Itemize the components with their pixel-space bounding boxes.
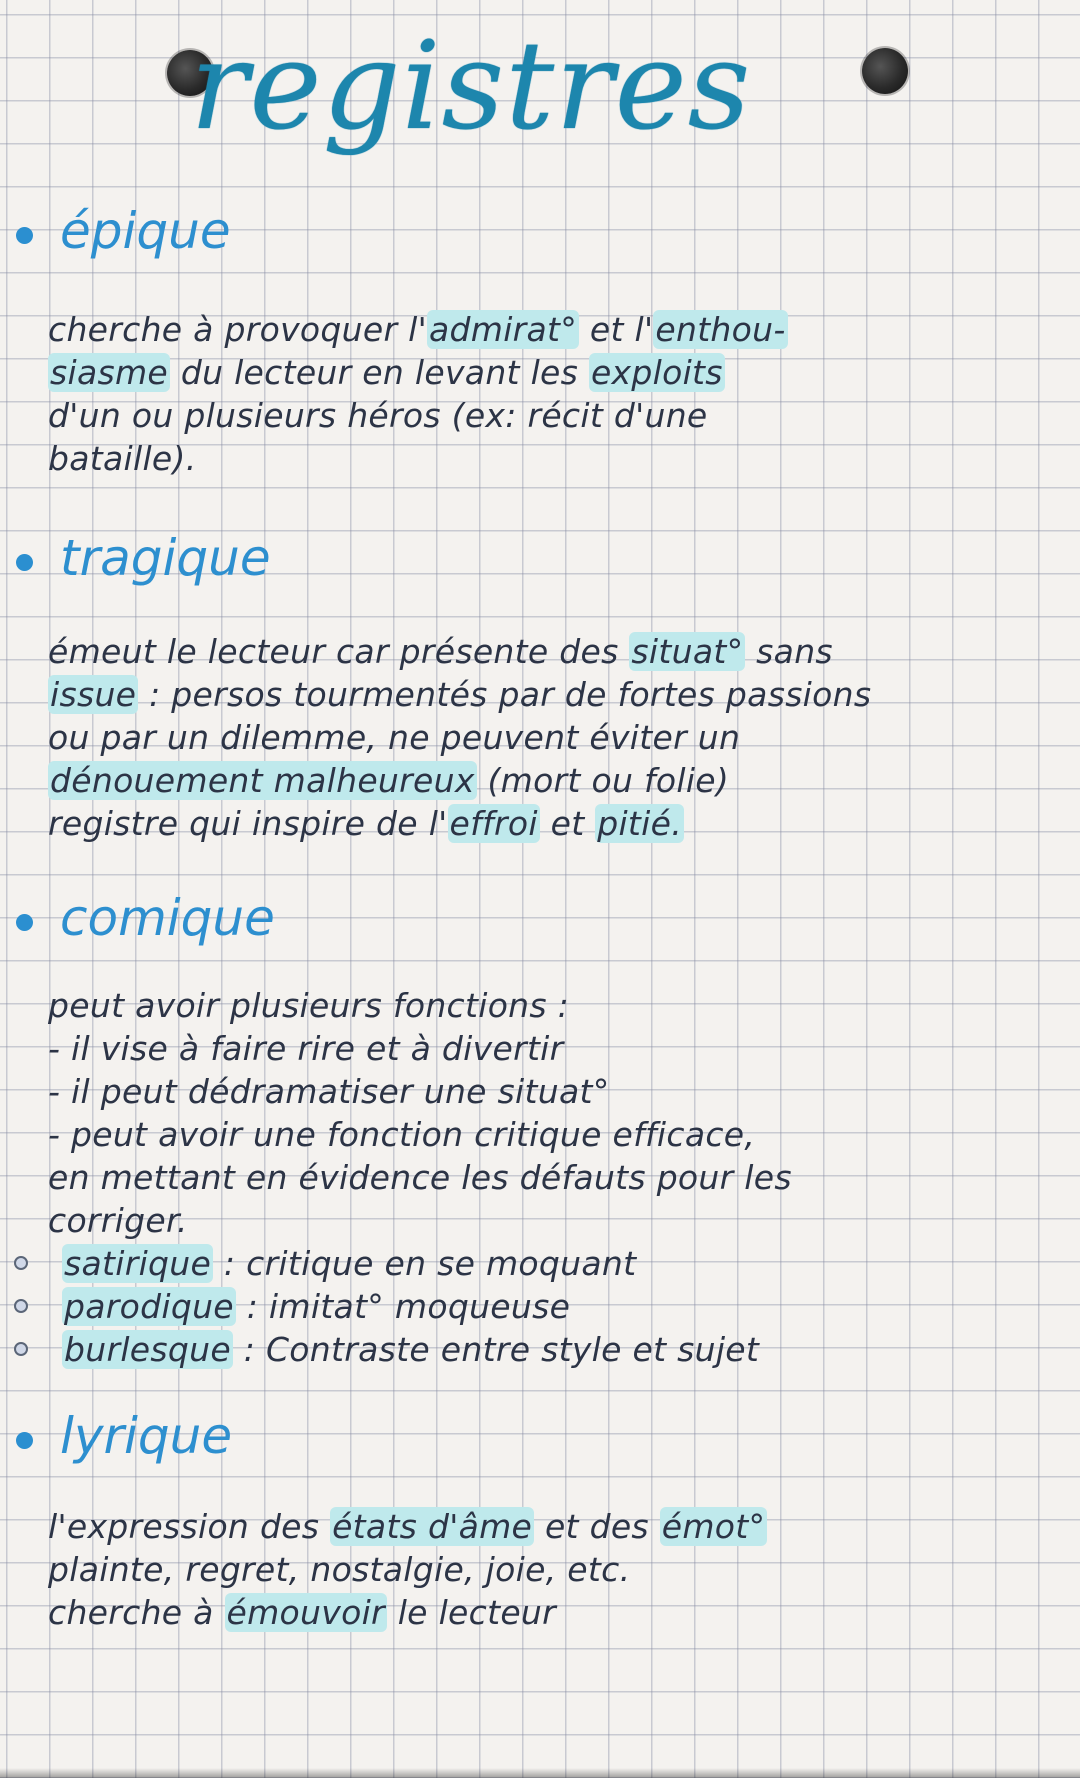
text-line: - il peut dédramatiser une situat° bbox=[48, 1072, 610, 1111]
page-title: registres bbox=[190, 15, 752, 157]
section-body bbox=[48, 630, 1058, 845]
text-line: cherche à émouvoir le lecteur bbox=[48, 1593, 557, 1632]
text-line: dénouement malheureux (mort ou folie) bbox=[50, 761, 730, 800]
punch-hole-right bbox=[862, 48, 908, 94]
text-line: bataille). bbox=[48, 439, 197, 478]
text-line: - il vise à faire rire et à divertir bbox=[48, 1029, 564, 1068]
section-heading: épique bbox=[60, 202, 231, 260]
section-bullet bbox=[16, 914, 33, 931]
sub-bullet bbox=[14, 1256, 28, 1270]
section-body bbox=[48, 1505, 1058, 1634]
sub-bullet bbox=[14, 1299, 28, 1313]
section-bullet bbox=[16, 554, 33, 571]
text-line: d'un ou plusieurs héros (ex: récit d'une bbox=[48, 396, 708, 435]
text-line: corriger. bbox=[48, 1201, 188, 1240]
subregister-item: parodique : imitat° moqueuse bbox=[48, 1285, 1058, 1328]
section-heading: lyrique bbox=[60, 1407, 233, 1465]
section-heading: comique bbox=[60, 889, 275, 947]
subregister-item: satirique : critique en se moquant bbox=[48, 1242, 1058, 1285]
section-bullet bbox=[16, 1432, 33, 1449]
page-bottom-shadow bbox=[0, 1768, 1080, 1778]
subregister-item: burlesque : Contraste entre style et sujet bbox=[48, 1328, 1058, 1371]
section-body bbox=[48, 984, 1058, 1371]
sub-bullet bbox=[14, 1342, 28, 1356]
text-line: l'expression des états d'âme et des émot° bbox=[48, 1507, 766, 1546]
text-line: ou par un dilemme, ne peuvent éviter un bbox=[48, 718, 741, 757]
text-line: peut avoir plusieurs fonctions : bbox=[48, 986, 570, 1025]
text-line: émeut le lecteur car présente des situat° sans bbox=[48, 632, 833, 671]
text-line: issue : persos tourmentés par de fortes passions bbox=[50, 675, 872, 714]
section-body bbox=[48, 308, 1058, 480]
section-bullet bbox=[16, 227, 33, 244]
text-line: en mettant en évidence les défauts pour les bbox=[48, 1158, 792, 1197]
section-heading: tragique bbox=[60, 529, 271, 587]
text-line: - peut avoir une fonction critique efficace, bbox=[48, 1115, 756, 1154]
text-line: siasme du lecteur en levant les exploits bbox=[50, 353, 723, 392]
text-line: plainte, regret, nostalgie, joie, etc. bbox=[48, 1550, 631, 1589]
text-line: cherche à provoquer l'admirat° et l'enthou- bbox=[48, 310, 786, 349]
text-line: registre qui inspire de l'effroi et pitié. bbox=[48, 804, 683, 843]
